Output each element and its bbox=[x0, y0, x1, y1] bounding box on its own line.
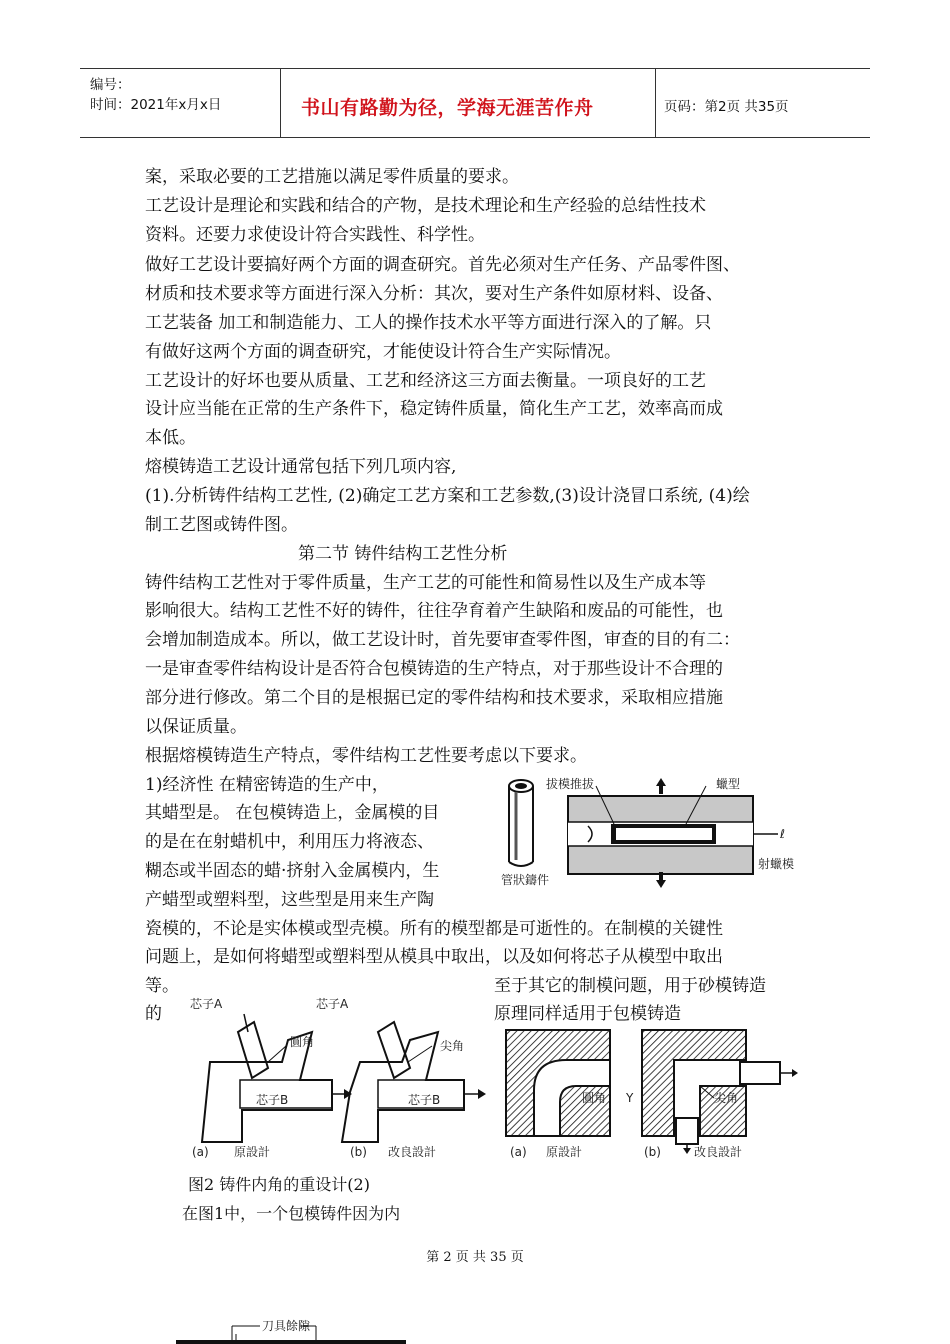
tube-casting-sketch bbox=[509, 780, 533, 866]
page-footer: 第 2 页 共 35 页 bbox=[426, 1250, 524, 1265]
body-line: 瓷模的，不论是实体模或型壳模。所有的模型都是可逝性的。在制模的关键性 bbox=[145, 919, 723, 939]
figure-caption: 图2 铸件内角的重设计(2) bbox=[188, 1175, 370, 1194]
wax-mold-figure bbox=[496, 772, 806, 890]
body-line: 根据熔模铸造生产特点，零件结构工艺性要考虑以下要求。 bbox=[145, 746, 587, 766]
figure-label: (a) bbox=[510, 1145, 527, 1159]
document-number-label: 编号： bbox=[90, 77, 131, 93]
improved-design-sketch bbox=[342, 1022, 486, 1142]
body-line: 资料。还要力求使设计符合实践性、科学性。 bbox=[145, 225, 485, 245]
body-line: 的 bbox=[145, 1004, 162, 1024]
figure-label: 圓角 bbox=[290, 1035, 315, 1049]
original-corner-sketch bbox=[506, 1030, 610, 1136]
body-line: 设计应当能在正常的生产条件下，稳定铸件质量，简化生产工艺，效率高而成 bbox=[145, 399, 723, 419]
body-line: 影响很大。结构工艺性不好的铸件，往往孕育着产生缺陷和废品的可能性，也 bbox=[145, 601, 723, 621]
body-line: 案，采取必要的工艺措施以满足零件质量的要求。 bbox=[145, 167, 519, 187]
figure-label: (a) bbox=[192, 1145, 209, 1159]
body-line: 糊态或半固态的蜡·挤射入金属模内，生 bbox=[145, 861, 440, 881]
header-meta bbox=[80, 69, 280, 137]
body-line: 有做好这两个方面的调查研究，才能使设计符合生产实际情况。 bbox=[145, 342, 621, 362]
core-redesign-figure bbox=[182, 992, 494, 1164]
original-design-sketch bbox=[202, 1014, 352, 1142]
body-line: 部分进行修改。第二个目的是根据已定的零件结构和技术要求，采取相应措施 bbox=[145, 688, 723, 708]
document-date: 时间：2021年x月x日 bbox=[90, 97, 222, 113]
figure-label: 芯子B bbox=[408, 1093, 441, 1107]
up-arrow-icon bbox=[656, 778, 666, 794]
figure-label: (b) bbox=[350, 1145, 367, 1159]
figure-label: 改良設計 bbox=[388, 1145, 437, 1159]
page-header bbox=[80, 68, 870, 138]
body-line: 工艺设计是理论和实践和结合的产物，是技术理论和生产经验的总结性技术 bbox=[145, 196, 706, 216]
body-line: 一是审查零件结构设计是否符合包模铸造的生产特点，对于那些设计不合理的 bbox=[145, 659, 723, 679]
body-line: 在图1中，一个包模铸件因为内 bbox=[182, 1204, 401, 1223]
body-line: (1).分析铸件结构工艺性, (2)确定工艺方案和工艺参数,(3)设计浇冒口系统, (4)绘 bbox=[145, 486, 750, 506]
body-line: 产蜡型或塑料型，这些型是用来生产陶 bbox=[145, 890, 434, 910]
figure-label: Y bbox=[626, 1091, 634, 1105]
injection-mold-block bbox=[568, 796, 785, 874]
header-page-cell bbox=[654, 69, 870, 137]
body-line: 等。 bbox=[145, 976, 179, 996]
body-line: 熔模铸造工艺设计通常包括下列几项内容, bbox=[145, 457, 457, 477]
body-line: 其蜡型是。 在包模铸造上，金属模的目 bbox=[145, 803, 440, 823]
body-line: 工艺设计的好坏也要从质量、工艺和经济这三方面去衡量。一项良好的工艺 bbox=[145, 371, 706, 391]
body-line: 做好工艺设计要搞好两个方面的调查研究。首先必须对生产任务、产品零件图、 bbox=[145, 255, 740, 275]
body-line: 本低。 bbox=[145, 428, 196, 448]
figure-label: 原設計 bbox=[234, 1145, 271, 1159]
cutter-clearance-figure bbox=[176, 1312, 416, 1344]
header-page-info: 页码：第2页 共35页 bbox=[664, 99, 789, 115]
figure-label: 尖角 bbox=[440, 1039, 465, 1053]
header-motto: 书山有路勤为径，学海无涯苦作舟 bbox=[301, 97, 594, 119]
figure-label: 刀具餘隙 bbox=[262, 1319, 311, 1333]
body-line: 工艺装备 加工和制造能力、工人的操作技术水平等方面进行深入的了解。只 bbox=[145, 313, 712, 333]
figure-label: 改良設計 bbox=[694, 1145, 743, 1159]
body-line: 问题上，是如何将蜡型或塑料型从模具中取出，以及如何将芯子从模型中取出 bbox=[145, 947, 723, 967]
figure-label: 蠟型 bbox=[716, 777, 741, 791]
svg-text:ℓ: ℓ bbox=[780, 827, 785, 841]
header-motto-cell bbox=[280, 69, 656, 137]
body-line: 材质和技术要求等方面进行深入分析：其次，要对生产条件如原材料、设备、 bbox=[145, 284, 723, 304]
body-line: 制工艺图或铸件图。 bbox=[145, 515, 298, 535]
figure-label: (b) bbox=[644, 1145, 661, 1159]
body-line: 至于其它的制模问题，用于砂模铸造 bbox=[494, 976, 766, 996]
figure-label: 芯子A bbox=[316, 997, 349, 1011]
figure-label: 拔模推拔 bbox=[546, 777, 595, 791]
body-line: 1)经济性 在精密铸造的生产中， bbox=[145, 775, 389, 795]
section-heading: 第二节 铸件结构工艺性分析 bbox=[298, 544, 508, 564]
figure-label: 管狀鑄件 bbox=[501, 873, 550, 887]
figure-label: 圓角 bbox=[582, 1091, 607, 1105]
figure-label: 芯子A bbox=[190, 997, 223, 1011]
body-line: 会增加制造成本。所以，做工艺设计时，首先要审查零件图，审查的目的有二： bbox=[145, 630, 740, 650]
figure-label: 尖角 bbox=[714, 1091, 739, 1105]
body-line: 以保证质量。 bbox=[145, 717, 247, 737]
figure-label: 原設計 bbox=[546, 1145, 583, 1159]
body-line: 原理同样适用于包模铸造 bbox=[494, 1004, 681, 1024]
corner-redesign-figure bbox=[500, 1026, 800, 1164]
body-line: 铸件结构工艺性对于零件质量，生产工艺的可能性和简易性以及生产成本等 bbox=[145, 573, 706, 593]
figure-label: 射蠟模 bbox=[758, 857, 795, 871]
figure-label: 芯子B bbox=[256, 1093, 289, 1107]
body-line: 的是在在射蜡机中，利用压力将液态、 bbox=[145, 832, 434, 852]
